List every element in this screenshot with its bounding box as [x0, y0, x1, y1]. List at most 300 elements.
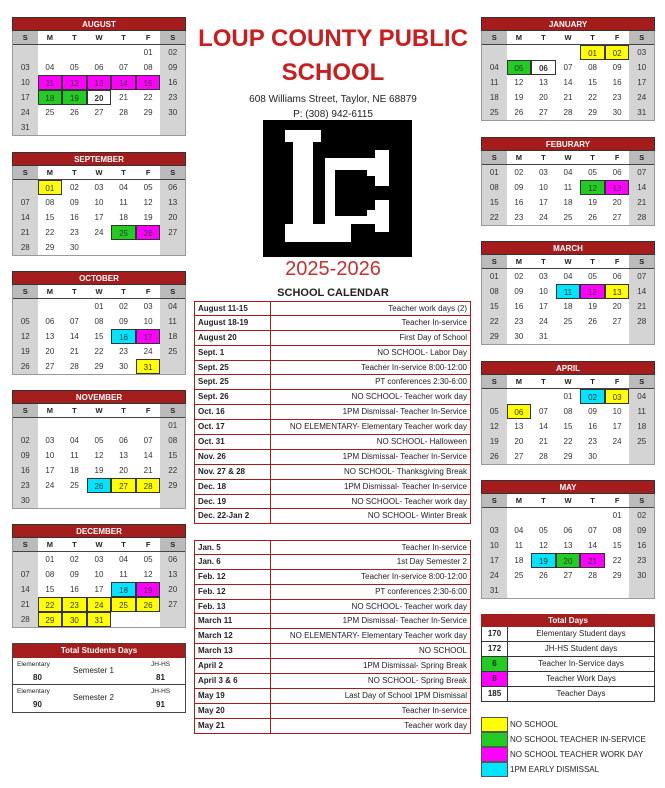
weekday-header: T — [531, 31, 556, 45]
weekday-header: T — [111, 538, 136, 552]
calendar-day — [111, 45, 136, 60]
calendar-day: 16 — [160, 75, 185, 90]
event-description: Teacher In-service — [401, 317, 467, 327]
calendar-day: 22 — [38, 597, 63, 612]
calendar-day: 19 — [62, 90, 87, 105]
calendar-day: 12 — [580, 284, 605, 299]
weekday-header: S — [629, 494, 654, 508]
calendar-day — [13, 45, 38, 60]
calendar-day — [160, 359, 185, 374]
event-description: 1PM Dismissal- Spring Break — [362, 661, 467, 671]
calendar-day: 21 — [13, 597, 38, 612]
calendar-day — [62, 45, 87, 60]
total-days-number: 172 — [482, 642, 508, 656]
calendar-day — [556, 508, 581, 523]
weekday-header: S — [13, 31, 38, 45]
calendar-day: 28 — [69, 362, 79, 371]
calendar-day: 16 — [588, 422, 598, 431]
calendar-day: 29 — [612, 571, 622, 580]
december-header: DECEMBER — [12, 524, 186, 538]
calendar-day: 29 — [588, 108, 598, 117]
calendar-day: 24 — [45, 481, 55, 490]
weekday-header: W — [87, 404, 112, 418]
calendar-day — [111, 240, 136, 255]
calendar-day — [87, 418, 112, 433]
weekday-header: T — [111, 285, 136, 299]
calendar-day: 24 — [87, 597, 112, 612]
calendar-day: 15 — [482, 195, 507, 210]
february-header: FEBURARY — [481, 137, 655, 151]
total-days-label: Elementary Student days — [536, 629, 626, 638]
total-days-table — [481, 614, 655, 702]
calendar-day: 17 — [94, 213, 104, 222]
calendar-day: 04 — [629, 389, 654, 404]
event-row — [194, 331, 471, 346]
total-days-number: 185 — [482, 687, 508, 701]
calendar-day: 10 — [13, 75, 38, 90]
sem1-label: Semester 1 — [73, 666, 114, 675]
calendar-day: 08 — [482, 284, 507, 299]
calendar-day — [507, 508, 532, 523]
calendar-day — [38, 120, 63, 135]
calendar-day — [605, 449, 630, 464]
calendar-day: 01 — [612, 511, 622, 520]
calendar-day: 07 — [563, 63, 573, 72]
event-date: Feb. 12 — [195, 585, 271, 599]
calendar-day: 26 — [136, 597, 161, 612]
event-row — [194, 405, 471, 420]
weekday-header: F — [136, 285, 161, 299]
weekday-header: S — [482, 151, 507, 165]
calendar-day: 02 — [69, 555, 79, 564]
calendar-day: 19 — [13, 344, 38, 359]
weekday-header: W — [87, 31, 112, 45]
calendar-day: 10 — [538, 183, 548, 192]
calendar-day: 16 — [612, 78, 622, 87]
event-description: NO SCHOOL- Teacher work day — [351, 392, 467, 402]
event-row — [194, 689, 471, 704]
calendar-day: 05 — [482, 404, 507, 419]
weekday-header: M — [38, 285, 63, 299]
sem2-jh-value: 91 — [156, 700, 165, 709]
event-description: Teacher work day — [404, 720, 467, 730]
calendar-day: 02 — [514, 272, 524, 281]
event-description: NO ELEMENTARY- Elementary Teacher work day — [289, 422, 467, 432]
weekday-header: M — [38, 31, 63, 45]
calendar-day: 02 — [160, 45, 185, 60]
calendar-day: 18 — [160, 329, 185, 344]
events-spring-table — [194, 540, 471, 734]
calendar-day: 06 — [119, 436, 129, 445]
calendar-day: 04 — [563, 272, 573, 281]
calendar-day — [136, 240, 161, 255]
legend-swatch — [481, 732, 508, 747]
calendar-day: 22 — [563, 437, 573, 446]
calendar-day: 14 — [629, 284, 654, 299]
calendar-day: 15 — [136, 75, 161, 90]
weekday-header: T — [111, 404, 136, 418]
calendar-day: 26 — [514, 108, 524, 117]
event-description: Last Day of School 1PM Dismissal — [344, 690, 467, 700]
calendar-day: 30 — [514, 332, 524, 341]
calendar-day — [531, 389, 556, 404]
calendar-day: 09 — [514, 287, 524, 296]
calendar-day: 22 — [482, 210, 507, 225]
calendar-day — [580, 583, 605, 598]
calendar-day: 28 — [563, 108, 573, 117]
school-address: 608 Williams Street, Taylor, NE 68879 — [249, 94, 417, 105]
event-description: 1PM Dismissal- Teacher In-Service — [342, 451, 467, 461]
weekday-header: S — [13, 285, 38, 299]
total-days-number: 8 — [482, 672, 508, 686]
october-header: OCTOBER — [12, 271, 186, 285]
legend-label: 1PM EARLY DISMISSAL — [510, 764, 600, 774]
calendar-day: 27 — [111, 478, 136, 493]
calendar-day — [38, 418, 63, 433]
calendar-day: 14 — [69, 332, 79, 341]
calendar-day: 08 — [143, 63, 153, 72]
weekday-header: T — [62, 538, 87, 552]
calendar-day: 01 — [38, 180, 63, 195]
calendar-day: 26 — [482, 449, 507, 464]
event-date: Oct. 16 — [195, 405, 271, 419]
calendar-day: 13 — [538, 78, 548, 87]
event-row — [194, 509, 471, 524]
calendar-day: 11 — [482, 75, 507, 90]
calendar-day: 07 — [629, 269, 654, 284]
calendar-day: 29 — [482, 329, 507, 344]
lc-logo-icon — [263, 120, 412, 257]
calendar-day: 13 — [514, 422, 524, 431]
calendar-day: 13 — [563, 541, 573, 550]
calendar-day — [87, 45, 112, 60]
calendar-day: 03 — [605, 389, 630, 404]
event-date: Dec. 18 — [195, 480, 271, 494]
event-row — [194, 704, 471, 719]
calendar-day: 01 — [580, 45, 605, 60]
calendar-day: 09 — [119, 317, 129, 326]
event-date: Oct. 31 — [195, 435, 271, 449]
calendar-day — [136, 418, 161, 433]
calendar-day: 03 — [13, 60, 38, 75]
total-days-row — [481, 642, 655, 657]
weekday-header: M — [38, 538, 63, 552]
calendar-day: 08 — [588, 63, 598, 72]
semester2-block — [13, 685, 185, 712]
calendar-day — [111, 493, 136, 508]
weekday-header: T — [580, 31, 605, 45]
total-days-number: 6 — [482, 657, 508, 671]
total-days-label: Teacher Work Days — [546, 674, 616, 683]
january-header: JANUARY — [481, 17, 655, 31]
calendar-day — [507, 583, 532, 598]
event-date: May 19 — [195, 689, 271, 703]
month-september — [12, 152, 186, 256]
calendar-day: 06 — [531, 60, 556, 75]
calendar-day: 22 — [45, 228, 55, 237]
month-march — [481, 241, 655, 345]
event-description: NO SCHOOL- Teacher work day — [351, 496, 467, 506]
april-header: APRIL — [481, 361, 655, 375]
weekday-header: W — [556, 494, 581, 508]
event-date: May 21 — [195, 719, 271, 733]
calendar-day: 08 — [45, 570, 55, 579]
calendar-day: 17 — [629, 75, 654, 90]
calendar-day: 07 — [538, 407, 548, 416]
calendar-day: 02 — [69, 183, 79, 192]
sem1-jh-label: JH-HS — [151, 661, 171, 668]
calendar-day: 01 — [563, 392, 573, 401]
calendar-day: 18 — [69, 466, 79, 475]
calendar-day: 12 — [94, 451, 104, 460]
event-date: Sept. 1 — [195, 346, 271, 360]
event-description: 1PM Dismissal- Teacher In-Service — [342, 407, 467, 417]
calendar-day — [87, 120, 112, 135]
weekday-header: S — [482, 375, 507, 389]
weekday-header: S — [160, 31, 185, 45]
total-days-number: 170 — [482, 627, 508, 641]
calendar-day — [507, 45, 532, 60]
calendar-day: 28 — [538, 452, 548, 461]
calendar-day: 15 — [588, 78, 598, 87]
calendar-day: 25 — [111, 597, 136, 612]
sem2-jh-label: JH-HS — [151, 688, 171, 695]
calendar-day: 14 — [13, 210, 38, 225]
calendar-day: 04 — [160, 299, 185, 314]
calendar-day: 05 — [588, 168, 598, 177]
calendar-day — [531, 583, 556, 598]
event-row — [194, 480, 471, 495]
calendar-day: 18 — [111, 582, 136, 597]
calendar-day: 09 — [629, 523, 654, 538]
calendar-day: 15 — [45, 213, 55, 222]
calendar-day: 06 — [45, 317, 55, 326]
calendar-day: 19 — [482, 434, 507, 449]
calendar-day: 09 — [13, 448, 38, 463]
calendar-day: 14 — [588, 541, 598, 550]
event-date: March 13 — [195, 644, 271, 658]
event-row — [194, 629, 471, 644]
event-row — [194, 375, 471, 390]
calendar-day: 12 — [143, 570, 153, 579]
calendar-day: 04 — [69, 436, 79, 445]
calendar-day: 19 — [143, 213, 153, 222]
event-date: April 3 & 6 — [195, 674, 271, 688]
calendar-day: 09 — [612, 63, 622, 72]
calendar-day: 23 — [612, 93, 622, 102]
calendar-day: 04 — [482, 60, 507, 75]
calendar-day: 27 — [612, 213, 622, 222]
weekday-header: W — [556, 375, 581, 389]
weekday-header: T — [111, 31, 136, 45]
weekday-header: W — [87, 538, 112, 552]
calendar-day: 03 — [538, 168, 548, 177]
calendar-day: 11 — [160, 314, 185, 329]
calendar-day: 09 — [514, 183, 524, 192]
legend-item — [481, 731, 646, 747]
total-days-row — [481, 627, 655, 642]
calendar-day: 27 — [514, 452, 524, 461]
calendar-day — [556, 45, 581, 60]
event-description: NO SCHOOL- Winter Break — [367, 511, 467, 521]
calendar-day: 30 — [629, 568, 654, 583]
calendar-day: 24 — [94, 228, 104, 237]
calendar-day: 26 — [588, 317, 598, 326]
legend-swatch — [481, 747, 508, 762]
calendar-day: 13 — [160, 195, 185, 210]
calendar-day: 18 — [563, 198, 573, 207]
event-date: May 20 — [195, 704, 271, 718]
calendar-day: 06 — [563, 526, 573, 535]
calendar-day: 11 — [119, 198, 128, 207]
event-description: NO ELEMENTARY- Elementary Teacher work day — [289, 631, 467, 641]
calendar-day: 20 — [612, 302, 622, 311]
calendar-day: 11 — [514, 541, 523, 550]
month-november — [12, 390, 186, 509]
calendar-day — [605, 583, 630, 598]
weekday-header: T — [580, 494, 605, 508]
semester1-block — [13, 658, 185, 685]
calendar-day: 24 — [143, 347, 153, 356]
calendar-day: 08 — [563, 407, 573, 416]
calendar-day: 29 — [563, 452, 573, 461]
calendar-day: 27 — [612, 317, 622, 326]
calendar-day: 24 — [538, 317, 548, 326]
weekday-header: S — [482, 255, 507, 269]
calendar-day: 16 — [69, 213, 79, 222]
calendar-day: 13 — [605, 180, 630, 195]
calendar-day — [38, 45, 63, 60]
calendar-day: 20 — [538, 93, 548, 102]
event-description: 1PM Dismissal- Teacher In-service — [344, 481, 467, 491]
calendar-day: 03 — [538, 272, 548, 281]
calendar-day: 27 — [160, 597, 185, 612]
event-date: March 12 — [195, 629, 271, 643]
calendar-day: 01 — [160, 418, 185, 433]
calendar-day: 08 — [45, 198, 55, 207]
weekday-header: T — [62, 166, 87, 180]
calendar-day: 15 — [94, 332, 104, 341]
event-description: PT conferences 2:30-6:00 — [375, 586, 467, 596]
calendar-day: 20 — [119, 466, 129, 475]
calendar-day — [629, 329, 654, 344]
calendar-day: 04 — [563, 168, 573, 177]
event-date: Sept. 26 — [195, 390, 271, 404]
event-row — [194, 555, 471, 570]
calendar-day: 12 — [482, 419, 507, 434]
event-description: PT conferences 2:30-6:00 — [375, 377, 467, 387]
event-description: NO SCHOOL- Teacher work day — [351, 601, 467, 611]
event-date: Sept. 25 — [195, 375, 271, 389]
weekday-header: T — [531, 255, 556, 269]
weekday-header: S — [13, 538, 38, 552]
event-date: Nov. 26 — [195, 450, 271, 464]
event-date: Jan. 5 — [195, 541, 271, 554]
calendar-day: 23 — [160, 90, 185, 105]
calendar-day: 31 — [87, 612, 112, 627]
event-date: Feb. 13 — [195, 600, 271, 614]
calendar-day: 25 — [160, 344, 185, 359]
weekday-header: F — [136, 166, 161, 180]
weekday-header: F — [136, 404, 161, 418]
calendar-day — [13, 180, 38, 195]
weekday-header: F — [605, 151, 630, 165]
calendar-day: 15 — [482, 299, 507, 314]
calendar-day: 17 — [538, 198, 548, 207]
august-header: AUGUST — [12, 17, 186, 31]
calendar-day: 09 — [160, 60, 185, 75]
may-header: MAY — [481, 480, 655, 494]
calendar-day: 19 — [514, 93, 524, 102]
calendar-day: 26 — [588, 213, 598, 222]
calendar-day: 03 — [629, 45, 654, 60]
calendar-day: 09 — [69, 198, 79, 207]
calendar-day: 19 — [136, 582, 161, 597]
weekday-header: M — [38, 166, 63, 180]
calendar-day: 05 — [538, 526, 548, 535]
calendar-day: 03 — [482, 523, 507, 538]
event-description: NO SCHOOL — [418, 646, 467, 656]
calendar-day: 25 — [563, 213, 573, 222]
calendar-day: 01 — [143, 48, 153, 57]
calendar-day: 29 — [45, 243, 55, 252]
calendar-day: 18 — [38, 90, 63, 105]
event-date: Feb. 12 — [195, 570, 271, 584]
march-header: MARCH — [481, 241, 655, 255]
calendar-day — [87, 493, 112, 508]
calendar-day: 08 — [94, 317, 104, 326]
sem2-elem-label: Elementary — [17, 688, 50, 695]
calendar-day: 06 — [94, 63, 104, 72]
calendar-day: 30 — [13, 493, 38, 508]
calendar-day: 27 — [160, 225, 185, 240]
calendar-day: 03 — [94, 555, 104, 564]
calendar-day: 21 — [629, 195, 654, 210]
calendar-day: 30 — [119, 362, 129, 371]
weekday-header: F — [605, 375, 630, 389]
calendar-day: 20 — [160, 582, 185, 597]
calendar-day: 18 — [629, 419, 654, 434]
calendar-day: 31 — [13, 120, 38, 135]
weekday-header: M — [507, 375, 532, 389]
calendar-day: 09 — [588, 407, 598, 416]
calendar-day — [13, 418, 38, 433]
event-row — [194, 435, 471, 450]
calendar-day: 12 — [13, 329, 38, 344]
calendar-day: 13 — [45, 332, 55, 341]
calendar-day: 08 — [612, 526, 622, 535]
calendar-day: 26 — [13, 359, 38, 374]
event-row — [194, 719, 471, 734]
event-row — [194, 674, 471, 689]
calendar-day: 23 — [588, 437, 598, 446]
calendar-day: 15 — [45, 585, 55, 594]
weekday-header: T — [62, 31, 87, 45]
calendar-day: 22 — [94, 347, 104, 356]
calendar-day — [580, 329, 605, 344]
calendar-day: 23 — [119, 347, 129, 356]
sem1-elem-value: 80 — [33, 673, 42, 682]
calendar-day: 15 — [612, 541, 622, 550]
calendar-day — [482, 389, 507, 404]
calendar-day: 05 — [13, 314, 38, 329]
event-description: Teacher work days (2) — [388, 304, 467, 313]
calendar-day: 19 — [588, 302, 598, 311]
calendar-day: 03 — [143, 302, 153, 311]
calendar-day — [62, 299, 87, 314]
calendar-day: 12 — [62, 75, 87, 90]
calendar-day: 23 — [514, 317, 524, 326]
